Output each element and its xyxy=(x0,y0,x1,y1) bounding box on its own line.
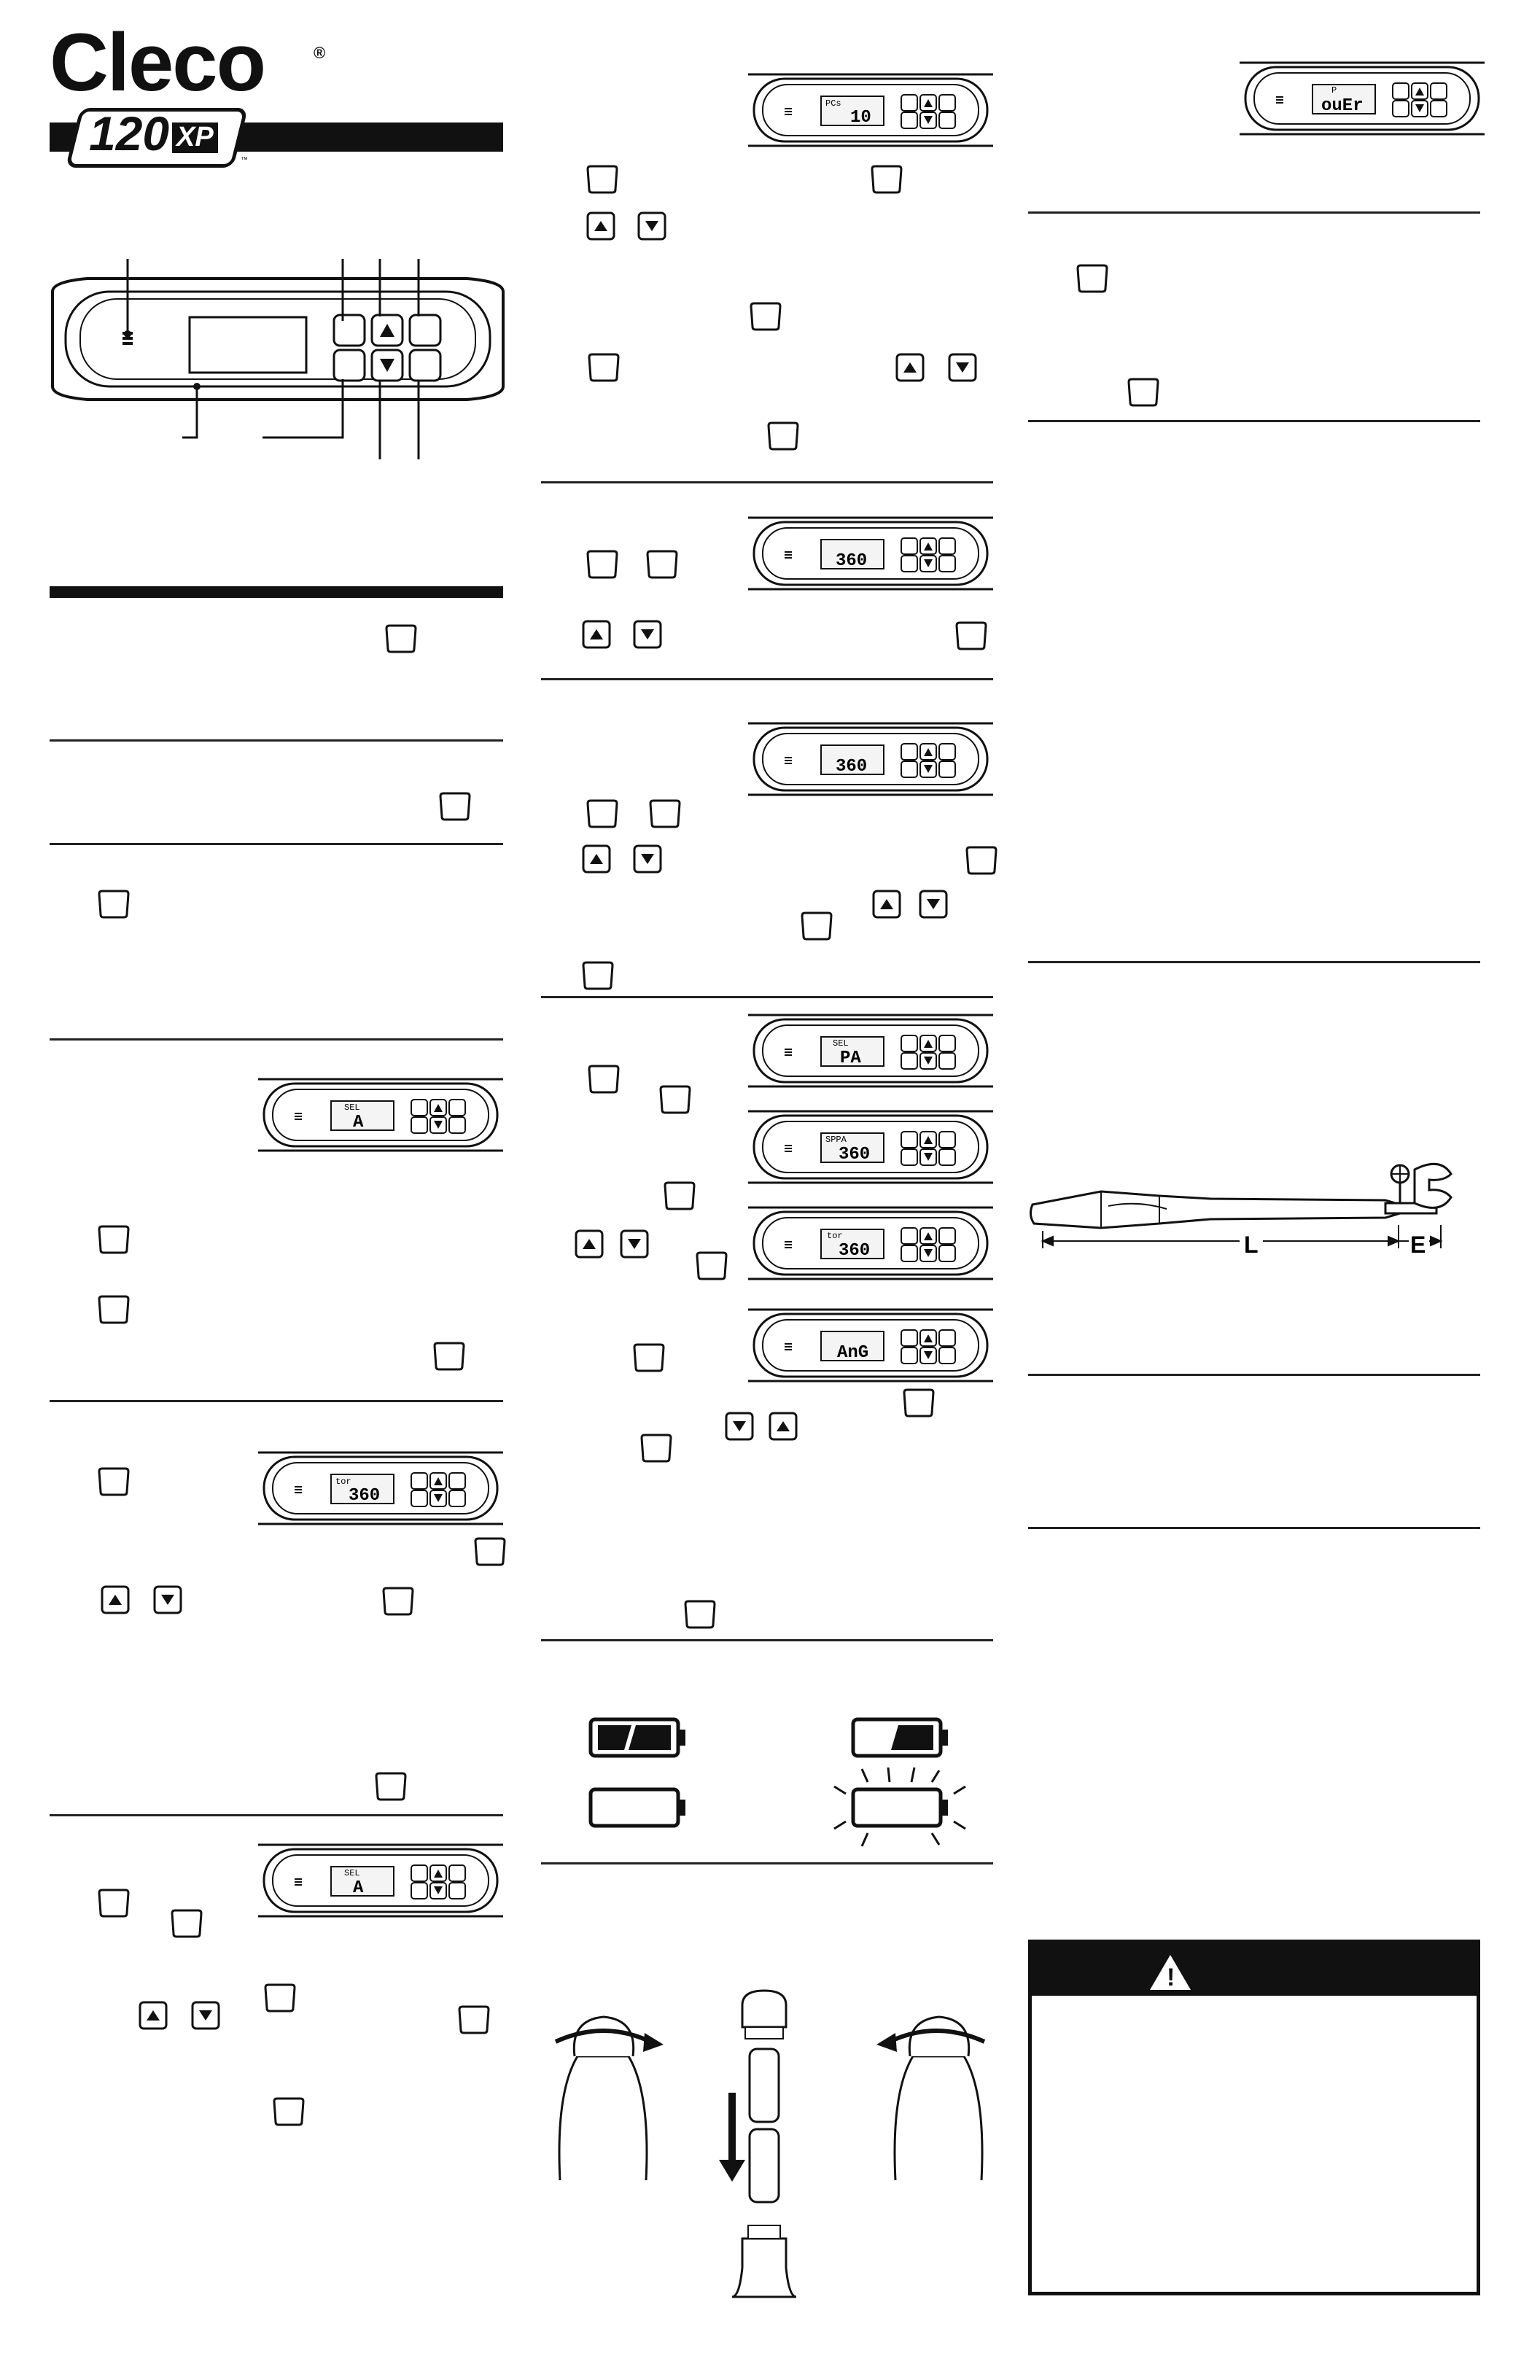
warning-symbol: ! xyxy=(1167,1964,1175,1991)
display-value: A xyxy=(353,1113,364,1132)
display-value: AnG xyxy=(837,1343,869,1363)
model-suffix: XP xyxy=(172,122,218,153)
display-label: SPPA xyxy=(825,1135,847,1145)
display-value: 360 xyxy=(349,1486,381,1506)
trademark-mark: ™ xyxy=(241,156,248,164)
battery-install-diagram xyxy=(541,1991,993,2297)
registered-mark: ® xyxy=(314,44,326,62)
display-label: PCs xyxy=(825,98,841,109)
warning-header xyxy=(1032,1943,1477,1996)
wrench-diagram xyxy=(1021,1152,1488,1283)
battery-half-icon xyxy=(850,1716,952,1760)
display-label: P xyxy=(1331,85,1337,96)
warning-triangle-icon xyxy=(1148,1953,1192,1991)
display-value: 360 xyxy=(836,551,868,571)
battery-empty-icon xyxy=(588,1786,690,1830)
display-label: tor xyxy=(335,1477,351,1487)
battery-full-icon xyxy=(588,1716,690,1760)
display-label: tor xyxy=(827,1231,843,1241)
extension-label: E xyxy=(1410,1232,1426,1258)
battery-flashing-icon xyxy=(831,1765,970,1852)
length-label: L xyxy=(1244,1232,1259,1258)
brand-logo: Cleco xyxy=(50,17,265,108)
display-label: SEL xyxy=(344,1102,360,1113)
display-value: 360 xyxy=(836,757,868,777)
display-value: 10 xyxy=(850,108,871,128)
display-label: SEL xyxy=(344,1868,360,1878)
display-value: 360 xyxy=(839,1145,871,1164)
display-value: ouEr xyxy=(1321,96,1364,116)
display-value: A xyxy=(353,1878,364,1898)
display-label: SEL xyxy=(833,1038,849,1049)
warning-box xyxy=(1028,1940,1480,2295)
display-value: PA xyxy=(840,1049,861,1068)
display-value: 360 xyxy=(839,1241,871,1261)
model-number: 120 xyxy=(89,106,170,160)
